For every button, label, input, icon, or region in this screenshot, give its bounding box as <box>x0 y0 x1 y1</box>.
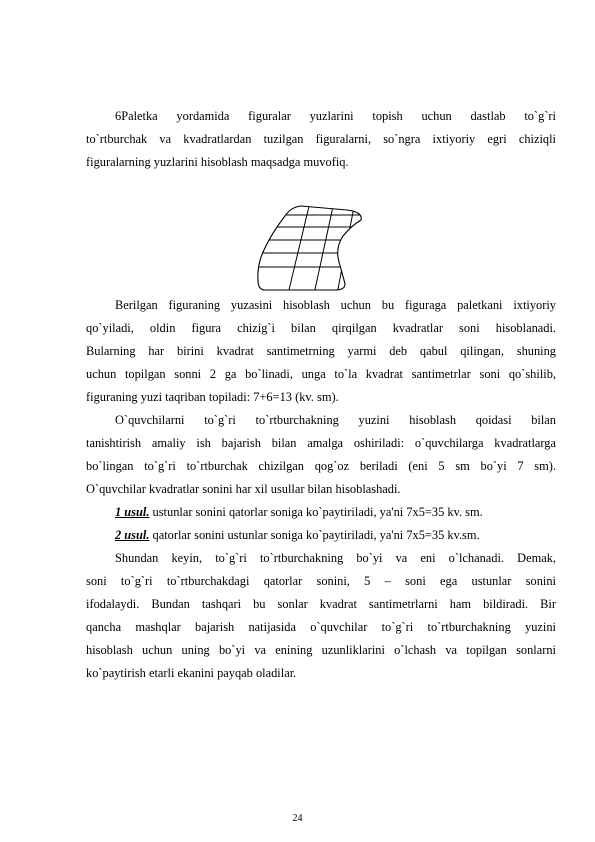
method-2-label: 2 usul. <box>115 528 150 542</box>
para3-line3: bo`lingan to`g`ri to`rtburchak chizilgan qog`oz beriladi (eni 5 sm bo`yi 7 sm). <box>86 459 556 473</box>
method-2 <box>86 524 556 547</box>
para3-line1: O`quvchilarni to`g`ri to`rtburchakning yuzini hisoblash qoidasi bilan <box>115 413 556 427</box>
para2-line2: qo`yiladi, oldin figura chizig`i bilan qirqilgan kvadratlar soni hisoblanadi. <box>86 321 556 335</box>
para2-line1: Berilgan figuraning yuzasini hisoblash uchun bu figuraga paletkani ixtiyoriy <box>115 298 556 312</box>
para3-line2: tanishtirish amaliy ish bajarish bilan amalga oshiriladi: o`quvchilarga kvadratlarga <box>86 436 556 450</box>
para3-line4: O`quvchilar kvadratlar sonini har xil usullar bilan hisoblashadi. <box>86 482 401 496</box>
para4-line4: qancha mashqlar bajarish natijasida o`quvchilar to`g`ri to`rtburchakning yuzini <box>86 620 556 634</box>
para4-line6: ko`paytirish etarli ekanini payqab oladilar. <box>86 666 297 680</box>
para1-line2: to`rtburchak va kvadratlardan tuzilgan figuralarni, so`ngra ixtiyoriy egri chiziqli <box>86 132 556 146</box>
method-2-text: qatorlar sonini ustunlar soniga ko`paytiriladi, ya'ni 7x5=35 kv.sm. <box>149 528 480 542</box>
para2-line5: figuraning yuzi taqriban topiladi: 7+6=13 (kv. sm). <box>86 390 339 404</box>
para2-line4: uchun topilgan sonni 2 ga bo`linadi, unga to`la kvadrat santimetrlar soni qo`shilib, <box>86 367 556 381</box>
para4-line2: soni to`g`ri to`rtburchakdagi qatorlar sonini, 5 – soni ega ustunlar sonini <box>86 574 556 588</box>
para4-line5: hisoblash uchun uning bo`yi va enining uzunliklarini o`lchash va topilgan sonlarni <box>86 643 556 657</box>
paletka-figure <box>255 202 365 294</box>
para4-line1: Shundan keyin, to`g`ri to`rtburchakning bo`yi va eni o`lchanadi. Demak, <box>115 551 556 565</box>
para1-line3: figuralarning yuzlarini hisoblash maqsadga muvofiq. <box>86 155 349 169</box>
para4-line3: ifodalaydi. Bundan tashqari bu sonlar kvadrat santimetrlarni ham bildiradi. Bir <box>86 597 556 611</box>
method-1-text: ustunlar sonini qatorlar soniga ko`paytiriladi, ya'ni 7x5=35 kv. sm. <box>149 505 483 519</box>
figure-outline <box>258 206 361 290</box>
method-1-label: 1 usul. <box>115 505 150 519</box>
para1-line1: 6Paletka yordamida figuralar yuzlarini topish uchun dastlab to`g`ri <box>115 109 556 123</box>
method-1 <box>86 501 556 524</box>
para2-line3: Bularning har birini kvadrat santimetrning yarmi deb qabul qilingan, shuning <box>86 344 556 358</box>
page-number: 24 <box>292 813 303 824</box>
